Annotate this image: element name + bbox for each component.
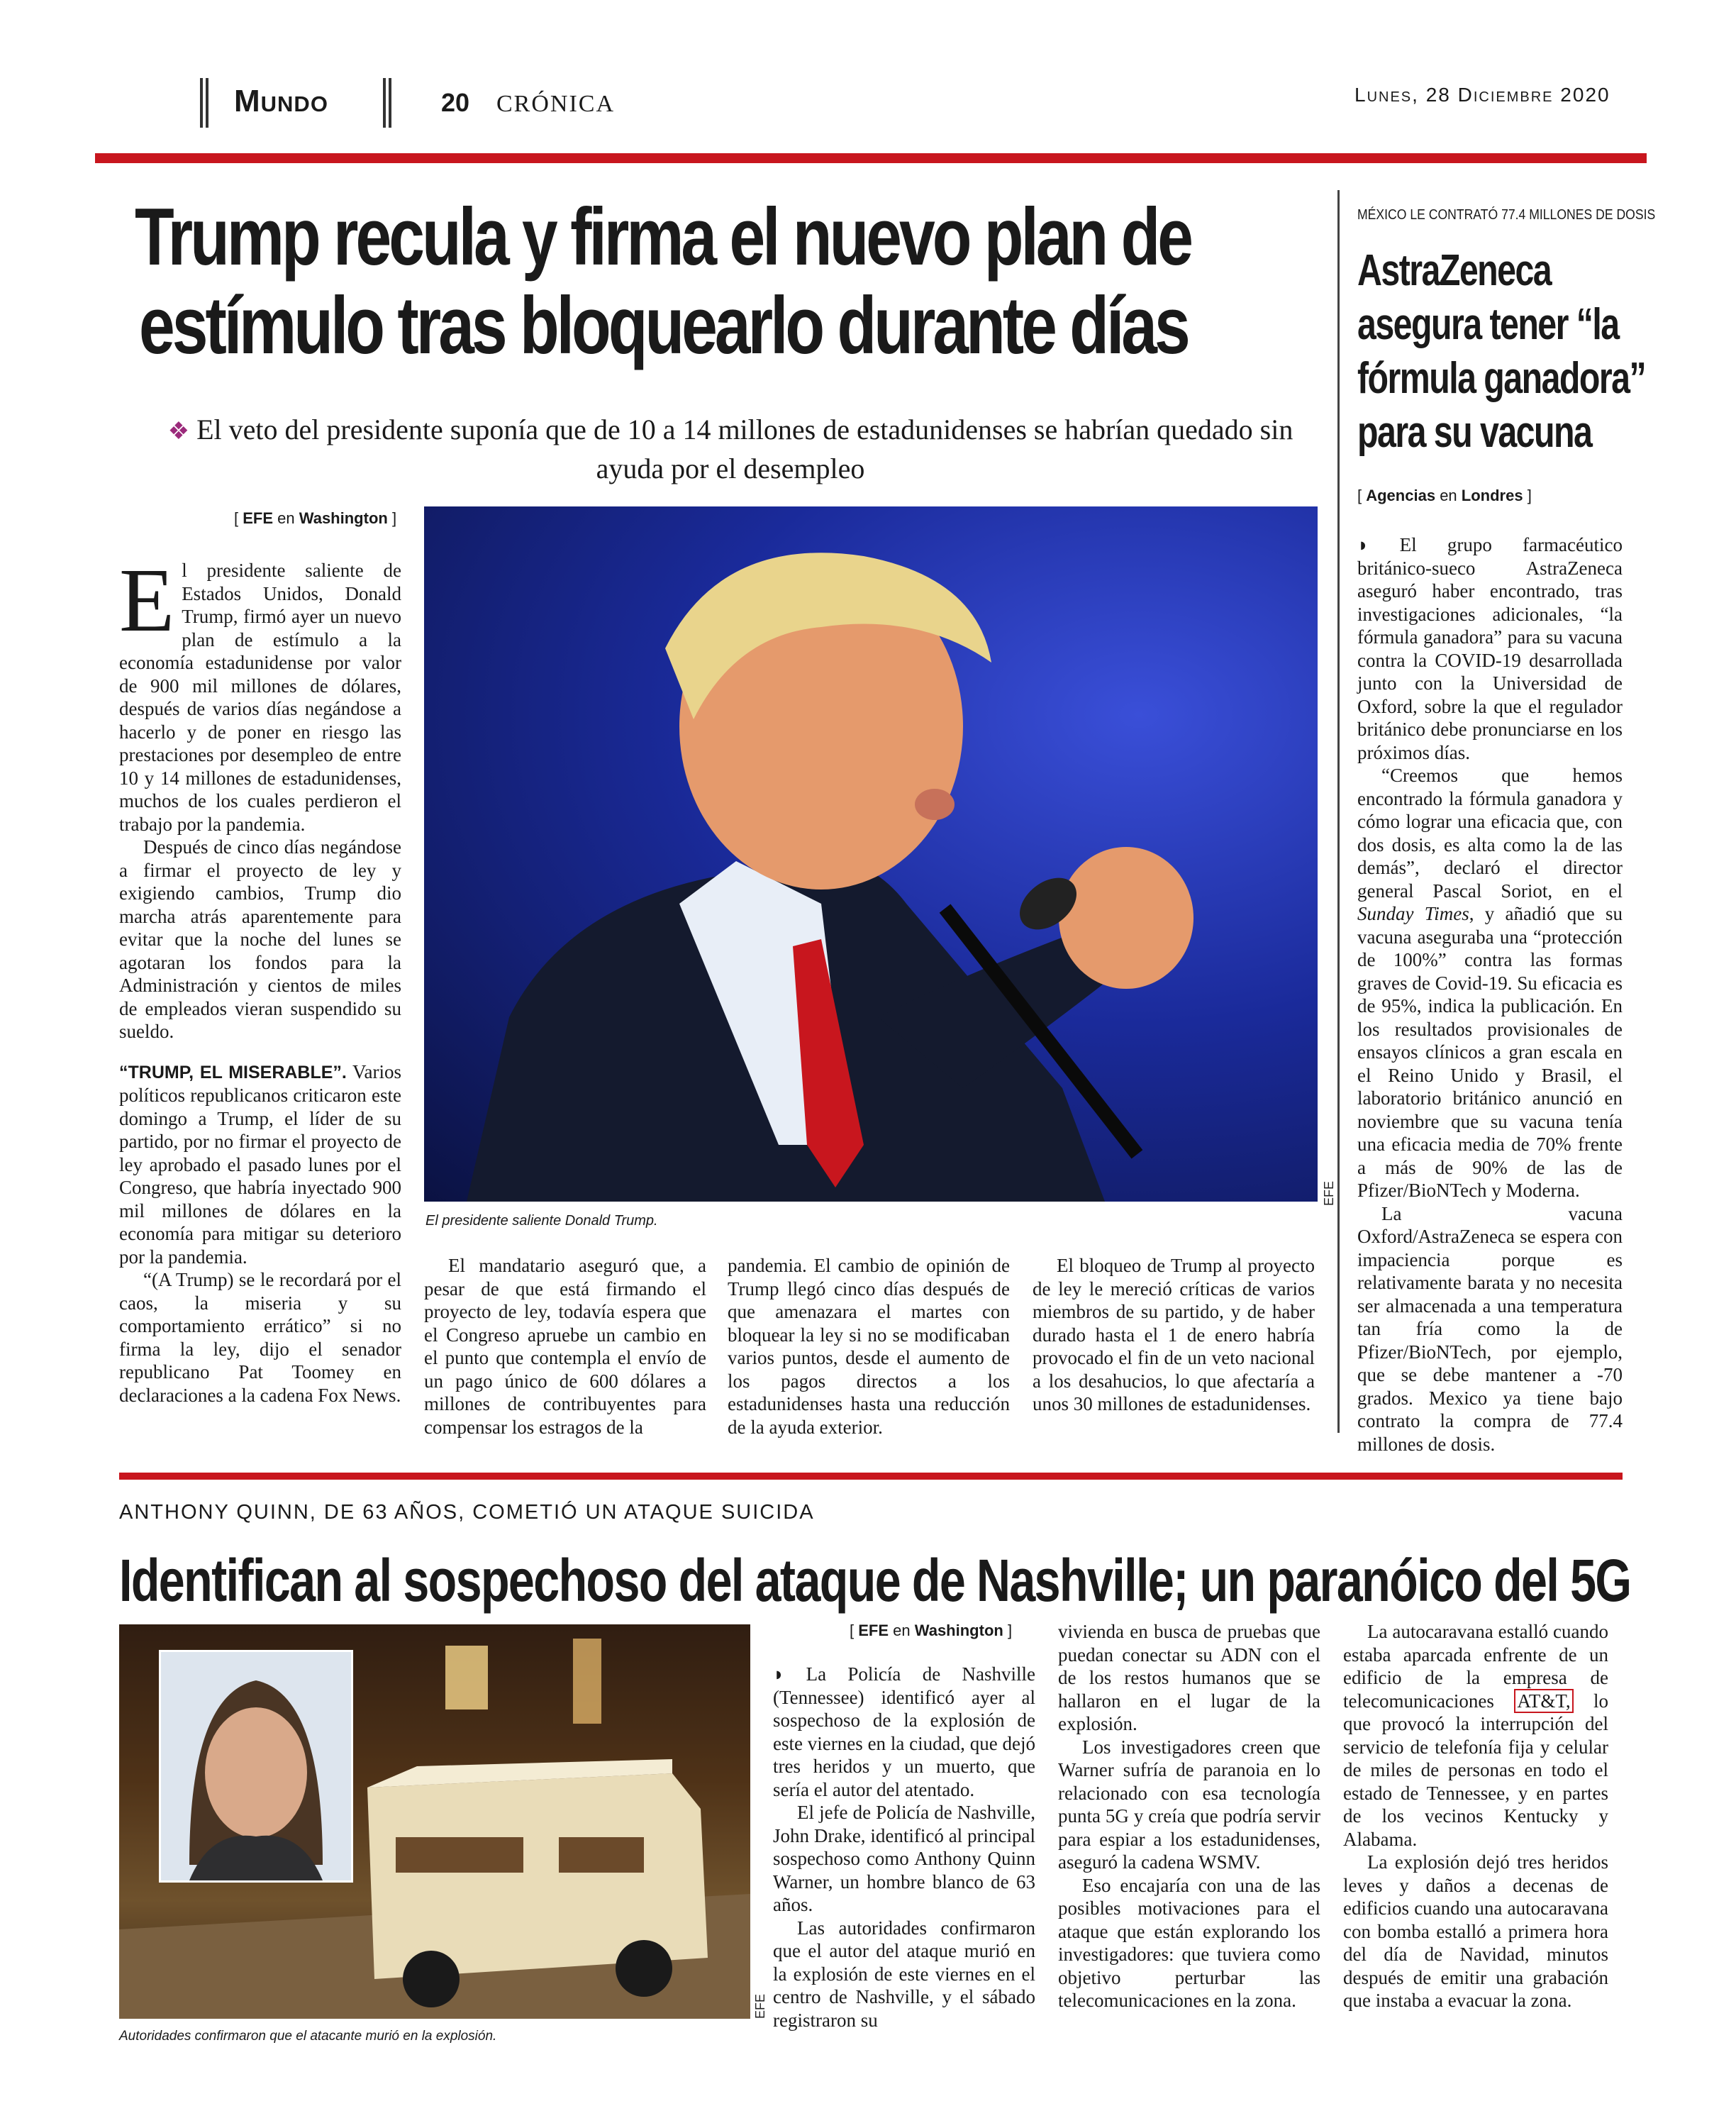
sidebar-kicker: MÉXICO LE CONTRATÓ 77.4 MILLONES DE DOSIS bbox=[1357, 207, 1656, 223]
sidebar-divider bbox=[1337, 190, 1340, 1433]
subsection-lead: “TRUMP, EL MISERABLE”. bbox=[119, 1062, 347, 1082]
byline-prep: en bbox=[277, 509, 295, 527]
second-col3-p1b: lo que provocó la interrupción del servicio de telefonía fija y celular de miles de personas en todo el estado de Tennessee, y en partes de los vecinos Kentucky y Alabama. bbox=[1343, 1690, 1609, 1850]
main-col4-text: El bloqueo de Trump al proyecto de ley le mereció críticas de varios miembros de su partido, y de haber durado hasta el 1 de enero habría provocado el fin de un veto nacional a los desahucios, lo que afectaría a unos 30 millones de estadunidenses. bbox=[1033, 1255, 1315, 1414]
second-col1 bbox=[773, 1663, 1035, 2032]
header-rule-left bbox=[200, 78, 203, 128]
main-col1 bbox=[119, 550, 401, 1407]
sidebar-byline-prep: en bbox=[1440, 487, 1457, 504]
main-subhead-text: El veto del presidente suponía que de 10 a 14 millones de estadunidenses se habrían quedado sin ayuda por el desempleo bbox=[196, 414, 1293, 484]
second-headline: Identifican al sospechoso del ataque de Nashville; un paranóico del 5G bbox=[119, 1547, 1631, 1614]
second-byline-source: EFE bbox=[858, 1622, 889, 1639]
sidebar-p2b: , y añadió que su vacuna aseguraba una “protección de 100%” contra las formas graves de Covid-19. Su eficacia es de 95%, indica la publicación. En los resultados provisionales de ensayos clínicos a gran escala en el Reino Unido y Brasil, el laboratorio británico anunció en noviembre que su vacuna tenía una eficacia media de 70% frente a más de 90% de las de Pfizer/BioNTech y Moderna. bbox=[1357, 903, 1623, 1201]
main-byline: [ EFE en Washington ] bbox=[234, 509, 397, 527]
second-col3-p1a: La autocaravana estalló cuando estaba aparcada enfrente de un edificio de la empresa de telecomunicaciones bbox=[1343, 1621, 1608, 1712]
sidebar-p2-italic: Sunday Times bbox=[1357, 903, 1469, 924]
byline-source: EFE bbox=[243, 509, 274, 527]
header-red-bar bbox=[95, 153, 1647, 163]
main-headline-line1: Trump recula y firma el nuevo plan de bbox=[135, 192, 1191, 282]
nashville-photo-credit: EFE bbox=[753, 1993, 767, 2019]
publication-name: CRÓNICA bbox=[496, 91, 616, 117]
second-col2-p2: Los investigadores creen que Warner sufría de paranoia en lo relacionado con esa tecnología punta 5G y creía que podría servir para espiar a los estadunidenses, aseguró la cadena WSMV. bbox=[1058, 1736, 1320, 1873]
second-story-red-bar bbox=[119, 1473, 1623, 1480]
sidebar-bullet-icon: ◗ bbox=[1357, 534, 1369, 555]
suspect-face bbox=[161, 1652, 351, 1880]
second-col1-p1: La Policía de Nashville (Tennessee) identificó ayer al sospechoso de la explosión de este viernes en la ciudad, que dejó tres heridos y un muerto, que sería el autor del atentado. bbox=[773, 1663, 1035, 1800]
main-col1-p2: Después de cinco días negándose a firmar el proyecto de ley y exigiendo cambios, Trump dio marcha atrás aparentemente para evitar que la noche del lunes se agotaran los fondos para la Administración y cientos de miles de empleados vieran suspendido su sueldo. bbox=[119, 836, 401, 1042]
dropcap: E bbox=[119, 550, 175, 650]
sidebar-headline-line2: asegura tener “la bbox=[1357, 300, 1619, 349]
second-byline-city: Washington bbox=[914, 1622, 1003, 1639]
sidebar-byline-city: Londres bbox=[1461, 487, 1523, 504]
main-photo-credit: EFE bbox=[1322, 1180, 1336, 1206]
sidebar-byline-source: Agencias bbox=[1366, 487, 1436, 504]
sidebar-headline-line4: para su vacuna bbox=[1357, 408, 1592, 457]
second-col2-p3: Eso encajaría con una de las posibles motivaciones para el ataque que están explorando los investigadores: que tuviera como objetivo perturbar las telecomunicaciones en la zona. bbox=[1058, 1874, 1320, 2011]
second-col1-p3: Las autoridades confirmaron que el autor del ataque murió en la explosión de este viernes en el centro de Nashville, y el sábado registraron su bbox=[773, 1917, 1035, 2031]
second-byline: [ EFE en Washington ] bbox=[850, 1622, 1013, 1639]
main-col1-p1: l presidente saliente de Estados Unidos, Donald Trump, firmó ayer un nuevo plan de estímulo a la economía estadunidense por valor de 900 mil millones de dólares, después de varios días negándose a hacerlo y de poner en riesgo las prestaciones por desempleo de entre 10 y 14 millones de estadunidenses, muchos de los cuales perdieron el trabajo por la pandemia. bbox=[119, 560, 401, 835]
subhead-bullet-icon: ❖ bbox=[167, 419, 190, 445]
sidebar-headline-line1: AstraZeneca bbox=[1357, 246, 1552, 295]
sidebar-p3: La vacuna Oxford/AstraZeneca se espera con impaciencia porque es relativamente barata y no necesita ser almacenada a una temperatura tan fría como la de Pfizer/BioNTech, por ejemplo, que se debe mantener a -70 grados. Mexico ya tiene bajo contrato la compra de 77.4 millones de dosis. bbox=[1357, 1202, 1623, 1455]
main-headline-line2: estímulo tras bloquearlo durante días bbox=[139, 281, 1188, 371]
sidebar-p2a: “Creemos que hemos encontrado la fórmula ganadora y cómo lograr una eficacia que, con dos dosis, es alta como la de las demás”, declaró el director general Pascal Soriot, en el bbox=[1357, 765, 1623, 902]
trump-figure bbox=[424, 506, 1318, 1202]
second-bullet-icon: ◗ bbox=[773, 1663, 785, 1685]
byline-city: Washington bbox=[299, 509, 388, 527]
att-highlight: AT&T, bbox=[1514, 1689, 1573, 1713]
sidebar-headline-line3: fórmula ganadora” bbox=[1357, 354, 1646, 403]
header-rule-mid-2 bbox=[389, 78, 391, 128]
second-kicker: ANTHONY QUINN, DE 63 AÑOS, COMETIÓ UN ATAQUE SUICIDA bbox=[119, 1501, 815, 1524]
sidebar-byline: [ Agencias en Londres ] bbox=[1357, 487, 1532, 504]
main-col1-p3: Varios políticos republicanos criticaron este domingo a Trump, el líder de su partido, por no firmar el proyecto de ley aprobado el pasado lunes por el Congreso, que habría inyectado 900 mil millones de dólares en la economía para mitigar su deterioro por la pandemia. bbox=[119, 1060, 401, 1268]
header-rule-mid bbox=[383, 78, 386, 128]
sidebar-p1: El grupo farmacéutico británico-sueco AstraZeneca aseguró haber encontrado, tras investigaciones adicionales, “la fórmula ganadora” para su vacuna contra la COVID-19 desarrollada junto con la Universidad de Oxford, sobre la que el regulador británico debe pronunciarse en los próximos días. bbox=[1357, 534, 1623, 763]
suspect-portrait bbox=[159, 1650, 353, 1883]
nashville-photo bbox=[119, 1624, 750, 2019]
header-rule-left-2 bbox=[206, 78, 208, 128]
main-col2-text: El mandatario aseguró que, a pesar de que está firmando el proyecto de ley, todavía espera que el Congreso apruebe un cambio en el punto que contempla el envío de un pago único de 600 dólares a millones de contribuyentes para compensar los estragos de la bbox=[424, 1255, 706, 1438]
second-col2 bbox=[1058, 1620, 1320, 2012]
trump-photo bbox=[424, 506, 1318, 1202]
second-col2-p1: vivienda en busca de pruebas que puedan conectar su ADN con el de los restos humanos que se hallaron en el lugar de la explosión. bbox=[1058, 1621, 1320, 1734]
main-photo-caption: El presidente saliente Donald Trump. bbox=[425, 1213, 658, 1229]
main-col1-p4: “(A Trump) se le recordará por el caos, la miseria y su comportamiento errático” si no firma la ley, dijo el senador republicano Pat Toomey en declaraciones a la cadena Fox News. bbox=[119, 1269, 401, 1406]
main-col4 bbox=[1033, 1254, 1315, 1416]
main-subhead bbox=[163, 411, 1298, 487]
sidebar-headline bbox=[1357, 244, 1645, 460]
main-col3-text: pandemia. El cambio de opinión de Trump llegó cinco días después de que amenazara el martes con bloquear la ley si no se modificaban varios puntos, desde el aumento de los pagos directos a los estadunidenses hasta una reducción de la ayuda exterior. bbox=[728, 1255, 1010, 1438]
nashville-photo-caption: Autoridades confirmaron que el atacante murió en la explosión. bbox=[119, 2029, 497, 2044]
page-number: 20 bbox=[441, 88, 470, 117]
section-label: Mundo bbox=[234, 84, 328, 118]
second-col3-p2: La explosión dejó tres heridos leves y daños a decenas de edificios cuando una autocaravana con bomba estalló a primera hora del día de Navidad, minutos después de emitir una grabación que instaba a evacuar la zona. bbox=[1343, 1851, 1608, 2011]
main-col2 bbox=[424, 1254, 706, 1439]
second-col1-p2: El jefe de Policía de Nashville, John Drake, identificó al principal sospechoso como Anthony Quinn Warner, un hombre blanco de 63 años. bbox=[773, 1802, 1035, 1915]
second-byline-prep: en bbox=[893, 1622, 911, 1639]
sidebar-body bbox=[1357, 533, 1623, 1456]
issue-date: Lunes, 28 Diciembre 2020 bbox=[1354, 84, 1610, 106]
second-col3 bbox=[1343, 1620, 1608, 2012]
main-col3 bbox=[728, 1254, 1010, 1439]
